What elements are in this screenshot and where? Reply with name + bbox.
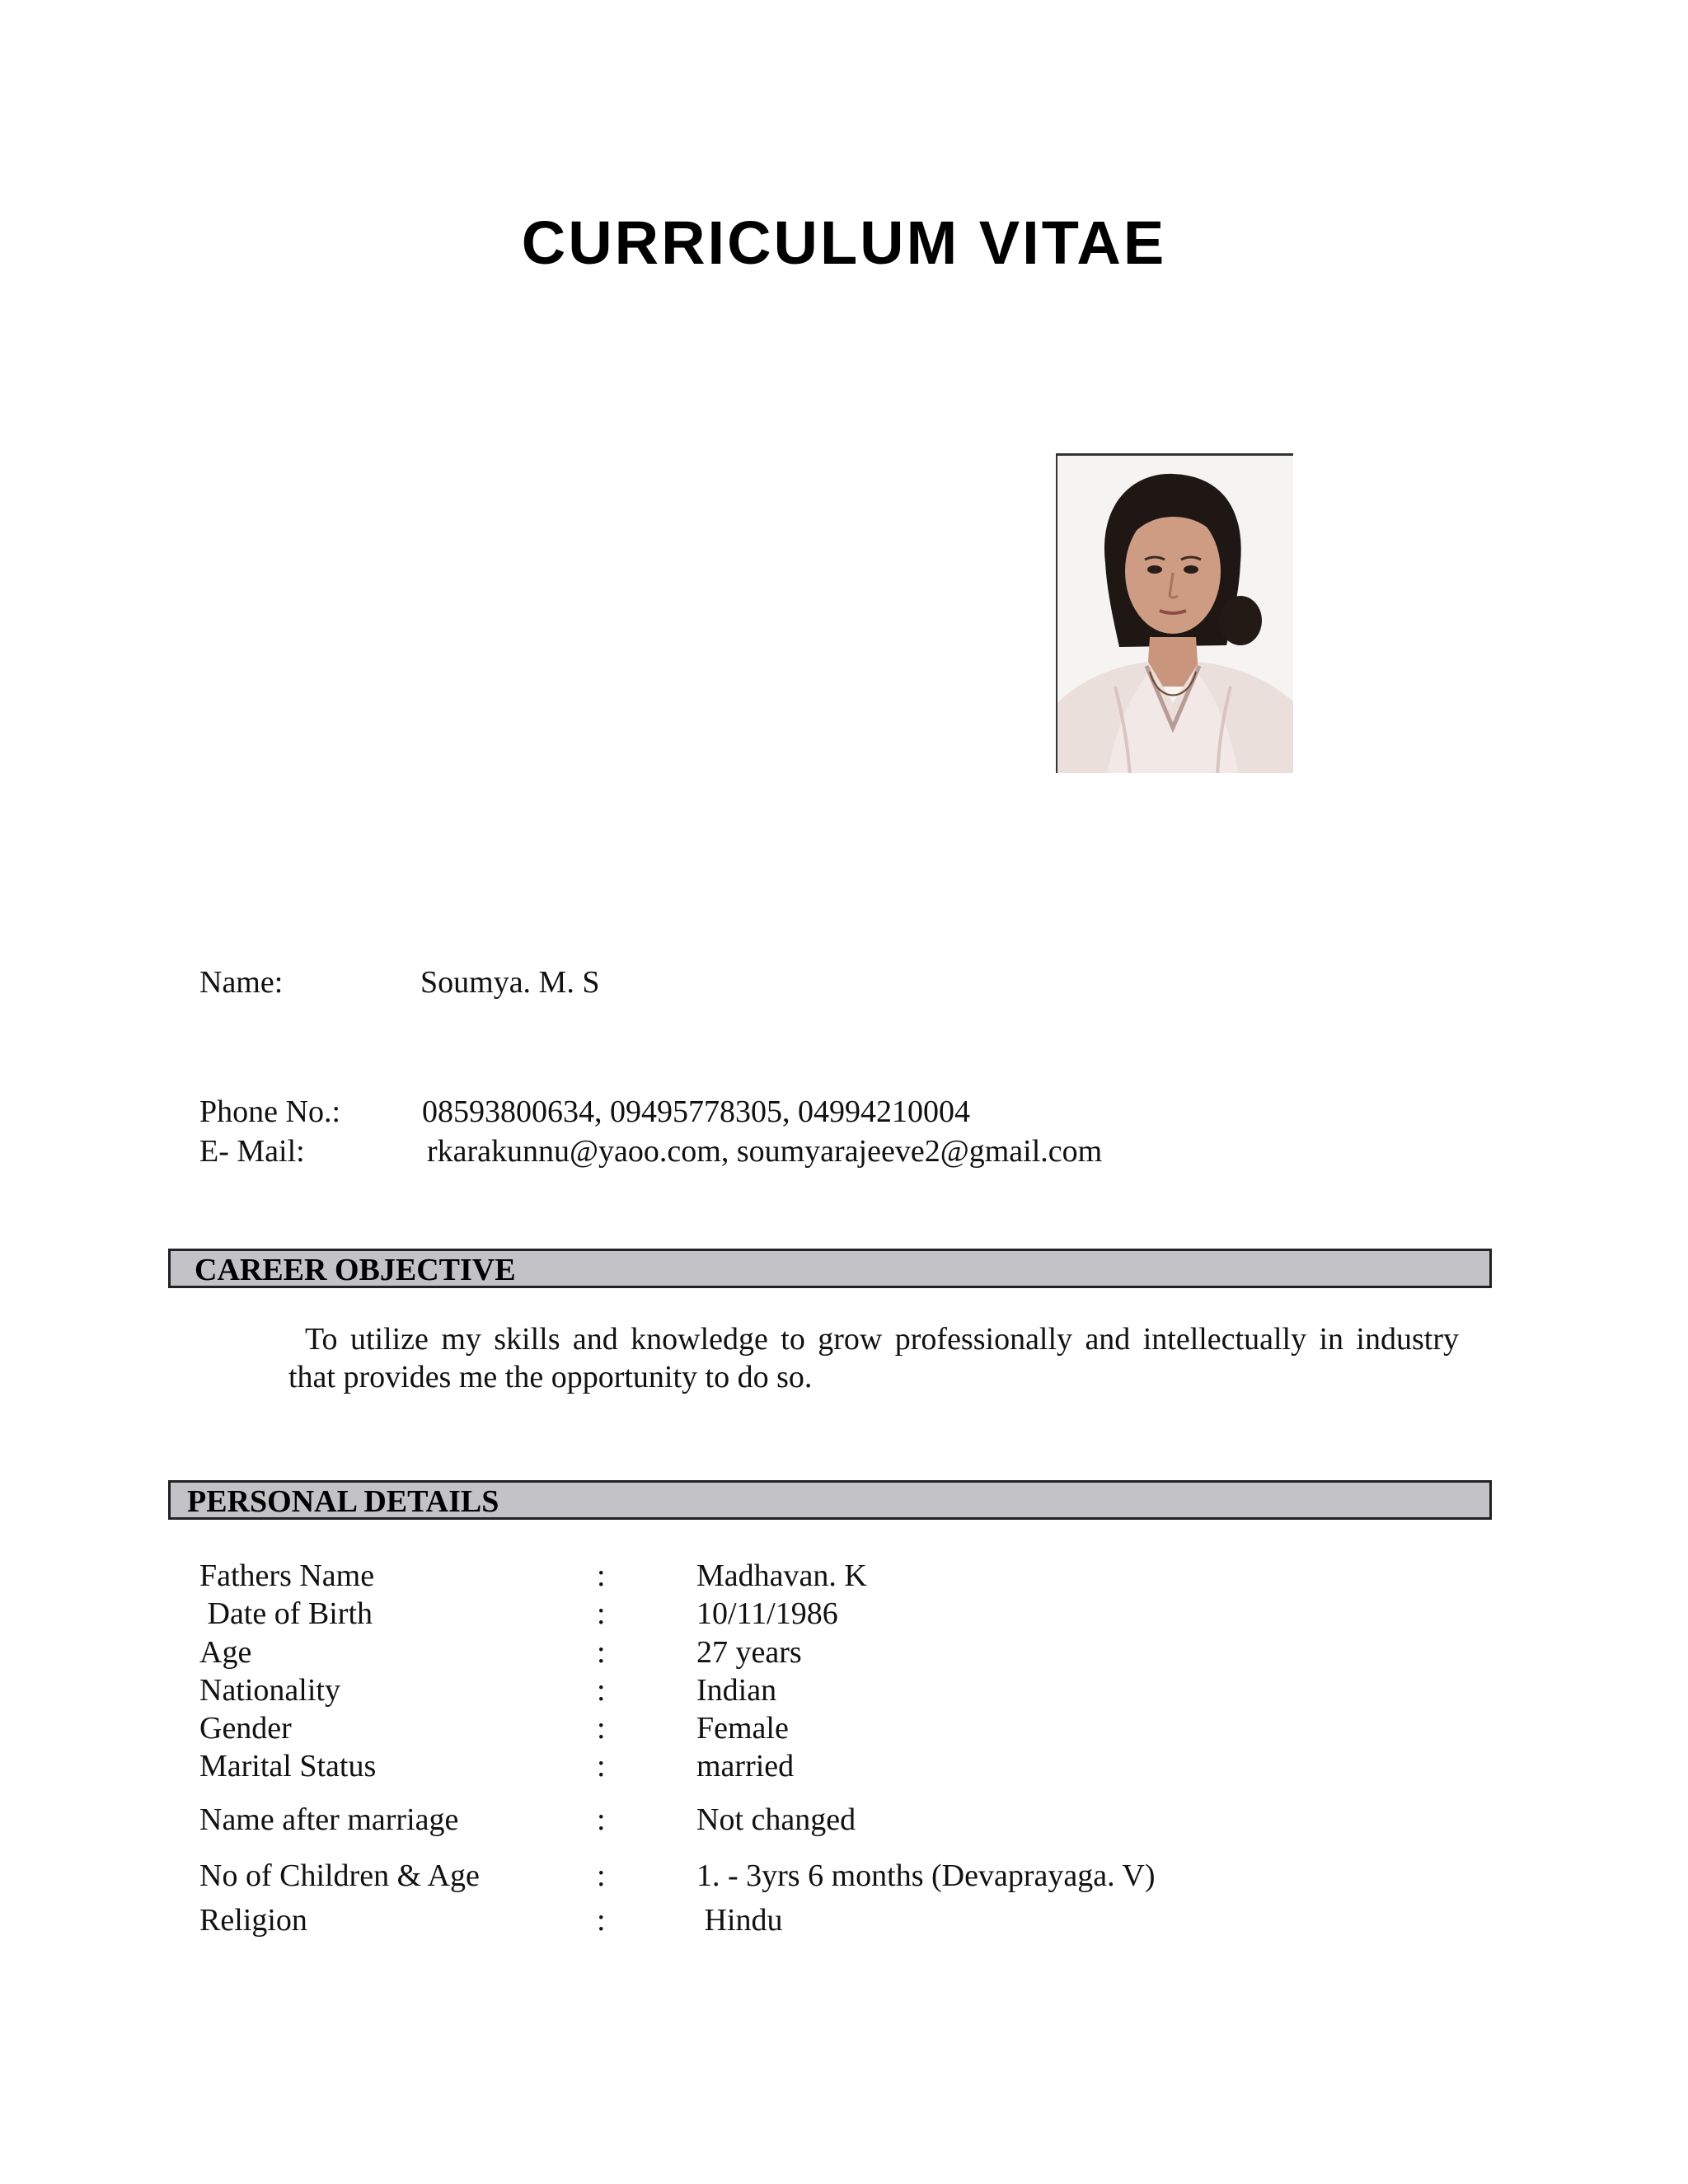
- objective-line-2: that provides me the opportunity to do so.: [288, 1360, 813, 1394]
- email-value: rkarakunnu@yaoo.com, soumyarajeeve2@gmail.com: [427, 1134, 1103, 1169]
- detail-value: 10/11/1986: [696, 1596, 838, 1631]
- detail-separator: :: [597, 1673, 606, 1708]
- detail-separator: :: [597, 1903, 606, 1938]
- detail-row-age: [0, 1634, 1688, 1672]
- career-objective-heading: CAREER OBJECTIVE: [195, 1253, 516, 1287]
- detail-row-gender: [0, 1710, 1688, 1748]
- personal-details-heading: PERSONAL DETAILS: [187, 1484, 499, 1519]
- detail-label: Religion: [199, 1903, 307, 1938]
- detail-label: No of Children & Age: [199, 1858, 480, 1893]
- detail-value: Madhavan. K: [696, 1558, 867, 1593]
- detail-row-marital-status: [0, 1748, 1688, 1786]
- detail-row-religion: [0, 1902, 1688, 1940]
- detail-separator: :: [597, 1749, 606, 1783]
- page-title: CURRICULUM VITAE: [521, 209, 1167, 277]
- detail-row-name-after-marriage: [0, 1802, 1688, 1840]
- detail-value: Female: [696, 1711, 789, 1746]
- detail-value: Not changed: [696, 1802, 856, 1837]
- detail-value: married: [696, 1749, 795, 1783]
- detail-value: Hindu: [696, 1903, 783, 1938]
- profile-photo-image: [1057, 456, 1293, 773]
- detail-row-children-age: [0, 1858, 1688, 1896]
- detail-separator: :: [597, 1558, 606, 1593]
- name-row: [0, 964, 1688, 1002]
- personal-details-header: [168, 1480, 1492, 1520]
- detail-row-nationality: [0, 1672, 1688, 1710]
- detail-label: Fathers Name: [199, 1558, 375, 1593]
- email-row: [0, 1133, 1688, 1171]
- name-label: Name:: [199, 965, 284, 1000]
- phone-value: 08593800634, 09495778305, 04994210004: [422, 1094, 970, 1129]
- objective-line-1: To utilize my skills and knowledge to grow professionally and intellectually in industry: [305, 1322, 1459, 1357]
- detail-value: Indian: [696, 1673, 777, 1708]
- detail-separator: :: [597, 1635, 606, 1670]
- detail-value: 27 years: [696, 1635, 802, 1670]
- name-value: Soumya. M. S: [420, 965, 600, 1000]
- detail-separator: :: [597, 1711, 606, 1746]
- detail-row-date-of-birth: [0, 1596, 1688, 1633]
- email-label: E- Mail:: [199, 1134, 305, 1169]
- detail-separator: :: [597, 1596, 606, 1631]
- detail-value: 1. - 3yrs 6 months (Devaprayaga. V): [696, 1858, 1156, 1893]
- detail-separator: :: [597, 1858, 606, 1893]
- detail-label: Date of Birth: [199, 1596, 373, 1631]
- phone-label: Phone No.:: [199, 1094, 340, 1129]
- detail-row-fathers-name: [0, 1558, 1688, 1596]
- detail-label: Age: [199, 1635, 252, 1670]
- detail-label: Gender: [199, 1711, 292, 1746]
- profile-photo: [1056, 453, 1293, 773]
- detail-label: Marital Status: [199, 1749, 377, 1783]
- detail-label: Name after marriage: [199, 1802, 459, 1837]
- career-objective-header: [168, 1249, 1492, 1288]
- phone-row: [0, 1094, 1688, 1132]
- detail-separator: :: [597, 1802, 606, 1837]
- career-objective-text: [288, 1320, 1459, 1396]
- detail-label: Nationality: [199, 1673, 340, 1708]
